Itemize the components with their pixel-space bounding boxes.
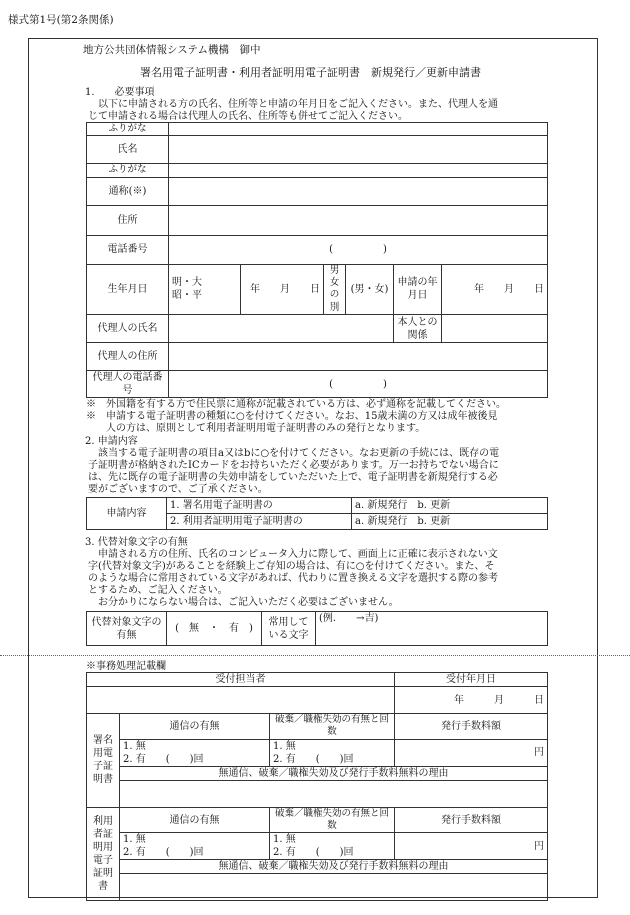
alias-label: 通称(※) [87, 177, 169, 205]
birth-ymd[interactable]: 年 月 日 [241, 264, 324, 314]
address-label: 住所 [87, 205, 169, 235]
relation-label: 本人との関係 [394, 315, 442, 343]
section3-body-3: のような場合に常用されている文字があれば、代わりに置き換える文字を選択する際の参考 [88, 573, 498, 584]
section1-body-1: 以下に申請される方の氏名、住所等と申請の年月日をご記入ください。また、代理人を通 [98, 99, 498, 110]
staff-label: 受付担当者 [87, 673, 395, 687]
section3-body-5: お分かりにならない場合は、ご記入いただく必要はございません。 [98, 597, 399, 608]
request-row-1: 1. 署名用電子証明書の [167, 498, 352, 514]
office-heading: ※事務処理記載欄 [86, 661, 166, 672]
reason-field-2[interactable] [120, 874, 548, 901]
request-table [86, 497, 548, 530]
destroy-yes-2: 2. 有 ( )回 [273, 847, 354, 859]
request-opt-1[interactable]: a. 新規発行 b. 更新 [352, 498, 548, 514]
comm-header-1: 通信の有無 [120, 714, 270, 740]
fee-header-1: 発行手数料額 [395, 714, 548, 740]
use-cert-label: 利用者証明用電子証明書 [87, 807, 120, 901]
furigana-field[interactable] [169, 123, 548, 136]
section3-body-4: とするため、ご記入ください。 [88, 585, 228, 596]
substitute-label: 代替対象文字の有無 [87, 612, 167, 646]
comm-header-2: 通信の有無 [120, 807, 270, 833]
apply-date-ymd[interactable]: 年 月 日 [442, 264, 548, 314]
section3-body-1: 申請される方の住所、氏名のコンピュータ入力に際して、画面上に正確に表示されない文 [98, 549, 498, 560]
substitute-choice[interactable]: ( 無 ・ 有 ) [167, 612, 262, 646]
era-1: 明・大 [172, 277, 202, 289]
destroy-no-2: 1. 無 [273, 834, 296, 846]
sig-cert-label: 署名用電子証明書 [87, 714, 120, 808]
sex-choice[interactable]: (男・女) [346, 264, 394, 314]
section2-body-2: 子証明書が格納されたICカードをお持ちいただく必要があります。万一お持ちでない場合に [88, 460, 499, 471]
fee-field-2[interactable]: 円 [395, 833, 548, 860]
agent-address-label: 代理人の住所 [87, 343, 169, 371]
request-label: 申請内容 [87, 498, 167, 530]
section3-heading: 3. 代替対象文字の有無 [85, 537, 188, 548]
furigana2-label: ふりがな [87, 164, 169, 177]
section2-heading: 2. 申請内容 [85, 436, 138, 447]
date-field[interactable]: 年 月 日 [395, 687, 548, 714]
reason-header-2: 無通信、破棄／職権失効及び発行手数料無料の理由 [120, 860, 548, 874]
agent-name-field[interactable] [169, 315, 394, 343]
comm-field-1[interactable] [120, 739, 270, 766]
sex-label: 男女の別 [324, 264, 346, 314]
common-char-field[interactable]: (例. →吉) [316, 612, 548, 646]
form-number: 様式第1号(第2条関係) [8, 14, 114, 26]
agent-phone-field[interactable]: ( ) [169, 371, 548, 398]
cut-line [0, 655, 630, 656]
comm-no-2: 1. 無 [123, 834, 146, 846]
staff-field[interactable] [87, 687, 395, 714]
comm-field-2[interactable] [120, 833, 270, 860]
apply-date-label: 申請の年月日 [394, 264, 442, 314]
section2-body-4: 要がございますので、ご了承ください。 [88, 484, 268, 495]
destroy-yes-1: 2. 有 ( )回 [273, 753, 354, 765]
section2-body-1: 該当する電子証明書の項目a又はbに○を付けてください。なお更新の手続には、既存の電 [98, 448, 500, 459]
name-field[interactable] [169, 136, 548, 164]
form-title: 署名用電子証明書・利用者証明用電子証明書 新規発行／更新申請書 [140, 66, 481, 79]
destroy-no-1: 1. 無 [273, 740, 296, 752]
destroy-field-2[interactable] [270, 833, 395, 860]
era-cell[interactable] [169, 264, 241, 314]
reason-field-1[interactable] [120, 780, 548, 807]
agent-phone-label: 代理人の電話番号 [87, 371, 169, 398]
comm-no-1: 1. 無 [123, 740, 146, 752]
phone-label: 電話番号 [87, 235, 169, 264]
address-field[interactable] [169, 205, 548, 235]
destroy-header-1: 破棄／職権失効の有無と回数 [270, 714, 395, 740]
section2-body-3: は、先に既存の電子証明書の失効申請をしていただいた上で、電子証明書を新規発行する必 [88, 472, 498, 483]
section3-body-2: 字(代替対象文字)があることを経験上ご存知の場合は、有に○を付けてください。また、そ [88, 561, 495, 572]
destroy-header-2: 破棄／職権失効の有無と回数 [270, 807, 395, 833]
relation-field[interactable] [442, 315, 548, 343]
section1-heading: 1. 必要事項 [85, 87, 155, 98]
note-2b: 人の方は、原則として利用者証明用電子証明書のみの発行となります。 [106, 423, 426, 434]
fee-field-1[interactable]: 円 [395, 739, 548, 766]
request-opt-2[interactable]: a. 新規発行 b. 更新 [352, 514, 548, 530]
note-2a: ※ 申請する電子証明書の種類に○を付けてください。なお、15歳未満の方又は成年被後見 [86, 411, 498, 422]
addressee: 地方公共団体情報システム機構 御中 [83, 44, 261, 56]
substitute-table [86, 611, 548, 646]
section1-body-2: じて申請される場合は代理人の氏名、住所等も併せてご記入ください。 [88, 111, 408, 122]
comm-yes-1: 2. 有 ( )回 [123, 753, 204, 765]
agent-name-label: 代理人の氏名 [87, 315, 169, 343]
destroy-field-1[interactable] [270, 739, 395, 766]
phone-field[interactable]: ( ) [169, 235, 548, 264]
request-row-2: 2. 利用者証明用電子証明書の [167, 514, 352, 530]
birth-label: 生年月日 [87, 264, 169, 314]
era-2: 昭・平 [172, 290, 202, 302]
applicant-table [86, 122, 548, 398]
date-label: 受付年月日 [395, 673, 548, 687]
comm-yes-2: 2. 有 ( )回 [123, 847, 204, 859]
name-label: 氏名 [87, 136, 169, 164]
office-table [86, 672, 548, 901]
furigana-label: ふりがな [87, 123, 169, 136]
furigana2-field[interactable] [169, 164, 548, 177]
alias-field[interactable] [169, 177, 548, 205]
common-char-label: 常用している文字 [262, 612, 316, 646]
note-1: ※ 外国籍を有する方で住民票に通称が記載されている方は、必ず通称を記載してください。 [86, 399, 506, 410]
reason-header-1: 無通信、破棄／職権失効及び発行手数料無料の理由 [120, 766, 548, 780]
agent-address-field[interactable] [169, 343, 548, 371]
fee-header-2: 発行手数料額 [395, 807, 548, 833]
